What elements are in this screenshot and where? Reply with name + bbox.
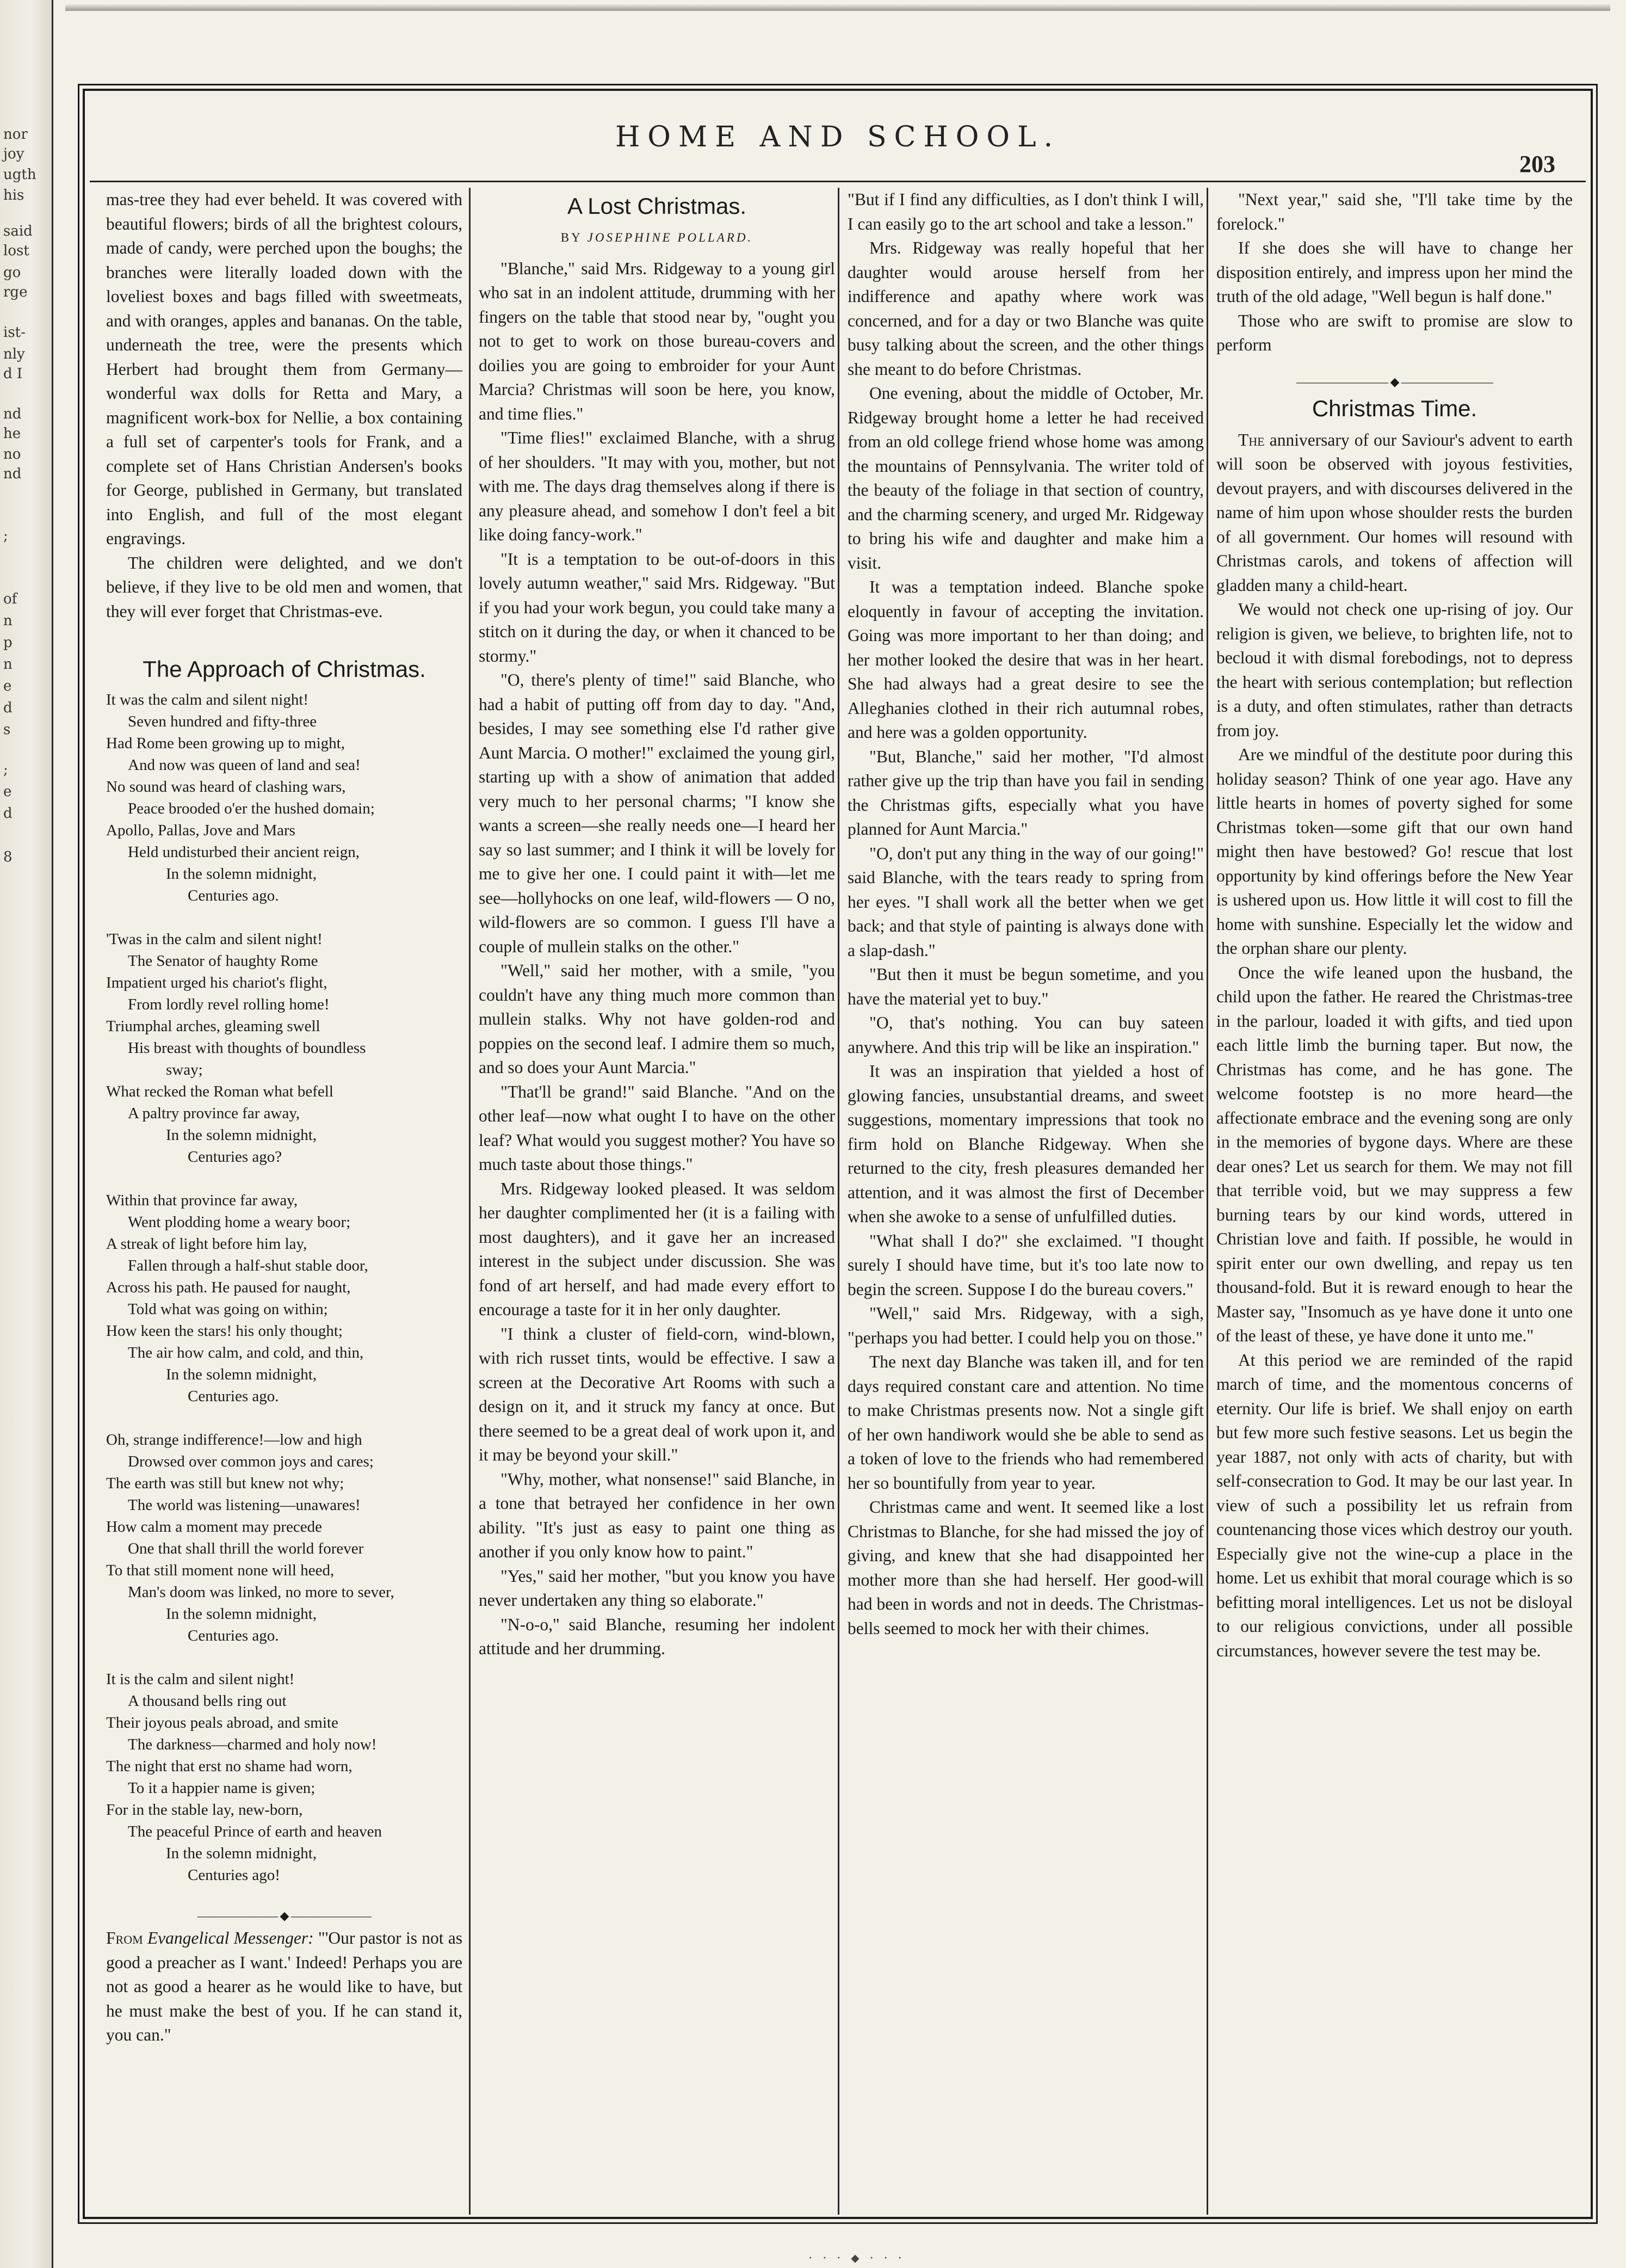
poem-line: Seven hundred and fifty-three: [128, 713, 317, 730]
spine-text-fragment: n: [3, 656, 13, 673]
spine-text-fragment: d: [3, 700, 13, 716]
spine-text-fragment: ugth: [3, 167, 36, 183]
poem-line: What recked the Roman what befell: [106, 1083, 333, 1100]
spine-text-fragment: ;: [3, 762, 8, 778]
paragraph: "That'll be grand!" said Blanche. "And on the other leaf—now what ought I to have on the other leaf? What would you suggest mother? You have so much taste about those things.": [479, 1082, 835, 1174]
spine-text-fragment: he: [3, 426, 21, 442]
column-divider-2: [838, 188, 839, 2215]
poem-line: No sound was heard of clashing wars,: [106, 778, 346, 796]
paragraph: "Why, mother, what nonsense!" said Blanche, in a tone that betrayed her confidence in her own ability. "It's just as easy to paint one thing as another if you only know how to paint.": [479, 1469, 835, 1561]
continued-story: [106, 188, 462, 624]
poem-line: It is the calm and silent night!: [106, 1671, 295, 1688]
poem-line: In the solemn midnight,: [166, 1366, 317, 1383]
poem-line: In the solemn midnight,: [166, 1845, 317, 1862]
spine-text-fragment: his: [3, 187, 24, 204]
poem-line: Fallen through a half-shut stable door,: [128, 1257, 368, 1274]
bottom-ornament: · · · ⬥ · · ·: [808, 2252, 905, 2265]
quote-text: "'Our pastor is not as good a preacher as I want.' Indeed! Perhaps you are not as good a hearer as he would like to have, but he must make the best of you. If he can stand it, you can.": [106, 1928, 462, 2044]
paragraph: "It is a temptation to be out-of-doors in this lovely autumn weather," said Mrs. Ridgeway. "But if you had your work begun, you could take many a stitch on it during the day, or when it chanced to be stormy.": [479, 549, 835, 665]
spine-text-fragment: said: [3, 223, 33, 239]
poem-line: Held undisturbed their ancient reign,: [128, 843, 360, 861]
poem-line: Triumphal arches, gleaming swell: [106, 1018, 320, 1035]
poem-line: Apollo, Pallas, Jove and Mars: [106, 822, 295, 839]
poem-line: Their joyous peals abroad, and smite: [106, 1714, 338, 1731]
spine-text-fragment: d I: [3, 366, 23, 382]
poem-line: Centuries ago!: [188, 1866, 280, 1884]
poem-line: Drowsed over common joys and cares;: [128, 1453, 374, 1470]
poem-line: His breast with thoughts of boundless: [128, 1039, 366, 1057]
lead-word: The: [1238, 430, 1265, 449]
poem-line: A streak of light before him lay,: [106, 1235, 307, 1253]
paragraph: "But, Blanche," said her mother, "I'd almost rather give up the trip than have you fail in sending the Christmas gifts, especially what you have planned for Aunt Marcia.": [848, 747, 1204, 839]
column-divider-3: [1207, 188, 1208, 2215]
poem-line: And now was queen of land and sea!: [128, 756, 361, 774]
poem-line: The air how calm, and cold, and thin,: [128, 1344, 364, 1361]
poem-line: A paltry province far away,: [128, 1105, 300, 1122]
paragraph: "O, there's plenty of time!" said Blanche, who had a habit of putting off from day to day. "And, besides, I may see something else I'd rather give Aunt Marcia. O mother!" exclaimed the young girl, starting up with a show of animation that added very much to her personal charms; "I know she wants a screen—she really needs one—I heard her say so last summer; and I think it will be lovely for me to give her one. I could paint it with—let me see—hollyhocks on one leaf, wild-flowers — O no, wild-flowers are so common. I guess I'll have a couple of mullein stalks on the other.": [479, 670, 835, 956]
poem-line: In the solemn midnight,: [166, 1126, 317, 1144]
spine-text-fragment: lost: [3, 243, 29, 259]
paragraph: One evening, about the middle of October, Mr. Ridgeway brought home a letter he had received from an old college friend whose home was among the mountains of Pennsylvania. The writer told of the beauty of the foliage in that section of country, and the charming scenery, and urged Mr. Ridgeway to bring his wife and daughter and make him a visit.: [848, 384, 1204, 572]
poem-line: It was the calm and silent night!: [106, 691, 309, 708]
paragraph: Mrs. Ridgeway looked pleased. It was seldom her daughter complimented her (it is a failing with most daughters), and it gave her an increased interest in the subject under discussion. She was fond of art herself, and had made every effort to encourage a taste for it in her only daughter.: [479, 1179, 835, 1319]
paragraph: "But then it must be begun sometime, and you have the material yet to buy.": [848, 965, 1204, 1008]
poem-line: The Senator of haughty Rome: [128, 952, 318, 970]
header-rule: [90, 181, 1586, 182]
column-2: [479, 188, 835, 2185]
poem-line: 'Twas in the calm and silent night!: [106, 930, 323, 948]
spine-text-fragment: e: [3, 678, 12, 694]
paragraph: Are we mindful of the destitute poor during this holiday season? Think of one year ago. Have any little hearts in homes of poverty sighed for some Christmas token—some gift that our own hand might then have bestowed? Go! rescue that lost opportunity by kind offerings before the New Year is ushered upon us. How little it will cost to fill the home with sunshine. Especially let the widow and the orphan share our plenty.: [1216, 745, 1573, 958]
spine-text-fragment: no: [3, 446, 21, 463]
spine-text-fragment: of: [3, 591, 17, 607]
paragraph: Once the wife leaned upon the husband, the child upon the father. He reared the Christmas-tree in the parlour, loaded it with gifts, and tied upon each little limb the burning taper. But now, the Christmas has come, and he has gone. The welcome footstep is no more heard—the affectionate embrace and the evening song are only in the memories of bygone days. Where are these dear ones? Let us search for them. We may not fill that terrible void, but we may suppress a few burning tears by our kind words, uttered in Christian love and faith. If possible, he would in spirit enter our own dwelling, and repay us ten thousand-fold. But it is reward enough to hear the Master say, "Insomuch as ye have done it unto one of the least of these, ye have done it unto me.": [1216, 963, 1573, 1345]
poem-line: The darkness—charmed and holy now!: [128, 1736, 377, 1753]
paragraph: The next day Blanche was taken ill, and for ten days required constant care and attention. No time to make Christmas presents now. Not a single gift of her own handiwork would she be able to send as a token of love to the friends who had remembered her so bountifully from year to year.: [848, 1352, 1204, 1493]
poem-line: Centuries ago.: [188, 887, 279, 904]
paragraph: "Yes," said her mother, "but you know you have never undertaken any thing so elaborate.": [479, 1566, 835, 1610]
paragraph: "O, don't put any thing in the way of our going!" said Blanche, with the tears ready to spring from her eyes. "I shall work all the better when we get back; and that style of painting is always done with a slap-dash.": [848, 843, 1204, 960]
separator-rule: ———————— ◆ ————————: [1296, 374, 1493, 389]
spine-text-fragment: joy: [3, 146, 24, 162]
spine-text-fragment: n: [3, 613, 13, 629]
spine-text-fragment: e: [3, 784, 12, 800]
lead-paragraph: [1216, 428, 1573, 598]
spine-text-fragment: nd: [3, 466, 22, 482]
poem-stanza: [106, 1668, 462, 1886]
column-4: [1216, 188, 1573, 2185]
poem-title: The Approach of Christmas.: [143, 656, 426, 682]
article-body: [479, 257, 835, 1661]
quote-paragraph: [106, 1926, 462, 2048]
running-head: HOME AND SCHOOL.: [615, 121, 1061, 153]
poem-line: Within that province far away,: [106, 1192, 298, 1209]
page-number: 203: [1519, 151, 1555, 177]
poem-stanza: [106, 928, 462, 1168]
paragraph: "I think a cluster of field-corn, wind-blown, with rich russet tints, would be effective. I saw a screen at the Decorative Art Rooms with such a design on it, and it struck my fancy at once. But there seemed to be a great deal of work upon it, and it may be beyond your skill.": [479, 1324, 835, 1464]
paragraph: It was an inspiration that yielded a host of glowing fancies, unsubstantial dreams, and sweet suggestions, momentary impressions that took no firm hold on Blanche Ridgeway. When she returned to the city, fresh pleasures demanded her attention, and it was almost the first of December when she awoke to a sense of unfulfilled duties.: [848, 1062, 1204, 1226]
spine-text-fragment: rge: [3, 284, 28, 300]
column-1: [106, 188, 462, 2185]
poem-line: How calm a moment may precede: [106, 1518, 322, 1536]
paragraph: "Well," said Mrs. Ridgeway, with a sigh, "perhaps you had better. I could help you on those.": [848, 1304, 1204, 1347]
paragraph: "Well," said her mother, with a smile, "you couldn't have any thing much more common than mullein stalks. Why not have golden-rod and poppies on the second leaf. I admire them so much, and so does your Aunt Marcia.": [479, 961, 835, 1077]
paragraph: "What shall I do?" she exclaimed. "I thought surely I should have time, but it's too late now to begin the screen. Suppose I do the bureau covers.": [848, 1231, 1204, 1299]
poem-line: Across his path. He paused for naught,: [106, 1279, 351, 1296]
poem-line: The earth was still but knew not why;: [106, 1475, 344, 1492]
poem-line: In the solemn midnight,: [166, 865, 317, 883]
article-title: A Lost Christmas.: [567, 193, 747, 219]
paragraph: We would not check one up-rising of joy. Our religion is given, we believe, to brighten life, not to becloud it with dismal forebodings, not to depress the heart with serious contemplation; but reflection is a duty, and often stimulates, rather than detracts from joy.: [1216, 600, 1573, 740]
paragraph: "O, that's nothing. You can buy sateen anywhere. And this trip will be like an inspiration.": [848, 1013, 1204, 1057]
poem-line: The world was listening—unawares!: [128, 1496, 361, 1514]
poem-line: From lordly revel rolling home!: [128, 996, 330, 1013]
byline-author: JOSEPHINE POLLARD.: [587, 231, 753, 244]
paragraph: "But if I find any difficulties, as I don't think I will, I can easily go to the art school and take a lesson.": [848, 190, 1204, 233]
poem-stanza: [106, 1190, 462, 1407]
spine-text-fragment: ist-: [3, 324, 26, 341]
spine-text-fragment: nd: [3, 406, 22, 422]
poem-line: Centuries ago?: [188, 1148, 282, 1166]
paragraph: The children were delighted, and we don't believe, if they live to be old men and women, that they will ever forget that Christmas-eve.: [106, 553, 462, 621]
poem-line: For in the stable lay, new-born,: [106, 1801, 303, 1819]
separator-rule: ——————— ◆ ———————: [197, 1909, 371, 1922]
spine-text-fragment: nor: [3, 126, 28, 143]
paragraph: It was a temptation indeed. Blanche spoke eloquently in favour of accepting the invitation. Going was more important to her than doing; and her mother looked the desire that was in her heart. She had always had a great desire to see the Alleghanies clothed in their rich autumnal robes, and here was a golden opportunity.: [848, 577, 1204, 742]
paragraph: "Next year," said she, "I'll take time by the forelock.": [1216, 190, 1573, 233]
poem-line: Impatient urged his chariot's flight,: [106, 974, 327, 991]
poem-line: To that still moment none will heed,: [106, 1562, 335, 1579]
poem-line: Oh, strange indifference!—low and high: [106, 1431, 362, 1449]
spine-text-fragment: ;: [3, 528, 8, 544]
poem-body: [106, 689, 462, 1886]
byline: [479, 226, 835, 250]
paragraph: "N-o-o," said Blanche, resuming her indolent attitude and her drumming.: [479, 1614, 835, 1658]
poem-line: Had Rome been growing up to might,: [106, 735, 345, 752]
poem-line: Man's doom was linked, no more to sever,: [128, 1583, 394, 1601]
poem-stanza: [106, 1429, 462, 1647]
adjacent-page-spine: [0, 0, 53, 2268]
article-ending: [1216, 188, 1573, 358]
spine-text-fragment: nly: [3, 346, 25, 362]
poem-line: In the solemn midnight,: [166, 1605, 317, 1623]
poem-line: Centuries ago.: [188, 1388, 279, 1405]
column-3: [848, 188, 1204, 2185]
poem-line: One that shall thrill the world forever: [128, 1540, 364, 1557]
spine-text-fragment: d: [3, 805, 13, 822]
spine-text-fragment: 8: [3, 849, 13, 865]
paragraph: At this period we are reminded of the rapid march of time, and the momentous concerns of eternity. Our life is brief. We shall enjoy on earth but few more such festive seasons. Let us begin the year 1887, not only with acts of charity, but with self-consecration to God. It may be our last year. In view of such a possibility let us refrain from countenancing those vices which destroy our youth. Especially give not the wine-cup a place in the home. Let us exhibit that moral courage which is so befitting moral intelligences. Let us not be disloyal to our religious convictions, under all possible circumstances, however severe the test may be.: [1216, 1350, 1573, 1660]
paragraph: "Time flies!" exclaimed Blanche, with a shrug of her shoulders. "It may with you, mother, but not with me. The days drag themselves along if there is any pleasure ahead, and somehow I don't feel a bit like doing fancy-work.": [479, 428, 835, 544]
poem-line: To it a happier name is given;: [128, 1779, 316, 1797]
poem-line: sway;: [166, 1061, 203, 1078]
byline-prefix: BY: [560, 231, 582, 244]
poem-line: A thousand bells ring out: [128, 1692, 287, 1710]
article-body: [1216, 597, 1573, 1663]
paragraph: Christmas came and went. It seemed like a lost Christmas to Blanche, for she had missed the joy of giving, and knew that she had disappointed her mother more than she had herself. Her good-will had been in words and not in deeds. The Christmas-bells seemed to mock her with their chimes.: [848, 1497, 1204, 1638]
top-edge-rule: [65, 4, 1610, 11]
poem-line: Told what was going on within;: [128, 1301, 328, 1318]
paragraph: If she does she will have to change her disposition entirely, and impress upon her mind the truth of the old adage, "Well begun is half done.": [1216, 238, 1573, 306]
column-divider-1: [469, 188, 471, 2215]
poem-line: Went plodding home a weary boor;: [128, 1213, 351, 1231]
spine-text-fragment: go: [3, 264, 21, 281]
paragraph: mas-tree they had ever beheld. It was covered with beautiful flowers; birds of all the brightest colours, made of candy, were perched upon the boughs; the branches were literally loaded down with the loveliest boxes and bags filled with sweetmeats, and with oranges, apples and bananas. On the table, underneath the tree, were the presents which Herbert had brought them from Germany—wonderful wax dolls for Retta and Mary, a magnificent work-box for Nellie, a box containing a full set of carpenter's tools for Frank, and a complete set of Hans Christian Andersen's books for George, published in Germany, but translated into English, and full of the most elegant engravings.: [106, 190, 462, 548]
article-body-continued: [848, 188, 1204, 1641]
paragraph: "Blanche," said Mrs. Ridgeway to a young girl who sat in an indolent attitude, drumming with her fingers on the table that stood near by, "ought you not to get to work on those bureau-covers and doilies you are going to embroider for your Aunt Marcia? Christmas will soon be here, you know, and time flies.": [479, 258, 835, 423]
paragraph: Those who are swift to promise are slow to perform: [1216, 311, 1573, 354]
lead-text: anniversary of our Saviour's advent to earth will soon be observed with joyous festivities, devout prayers, and with discourses delivered in the name of him upon whose shoulder rests the burden of all government. Our homes will resound with Christmas carols, and tokens of affection will gladden many a child-heart.: [1216, 430, 1573, 595]
paragraph: Mrs. Ridgeway was really hopeful that her daughter would arouse herself from her indifference and apathy where work was concerned, and for a day or two Blanche was quite busy talking about the screen, and the other things she meant to do before Christmas.: [848, 238, 1204, 379]
poem-line: The night that erst no shame had worn,: [106, 1758, 353, 1775]
poem-stanza: [106, 689, 462, 907]
poem-line: Centuries ago.: [188, 1627, 279, 1644]
spine-text-fragment: s: [3, 722, 11, 738]
poem-line: Peace brooded o'er the hushed domain;: [128, 800, 375, 817]
poem-line: How keen the stars! his only thought;: [106, 1322, 343, 1340]
article-title: Christmas Time.: [1312, 395, 1477, 421]
poem-line: The peaceful Prince of earth and heaven: [128, 1823, 382, 1840]
quote-source: Evangelical Messenger:: [147, 1928, 314, 1947]
spine-text-fragment: p: [3, 634, 13, 651]
quote-from-label: From: [106, 1928, 143, 1947]
